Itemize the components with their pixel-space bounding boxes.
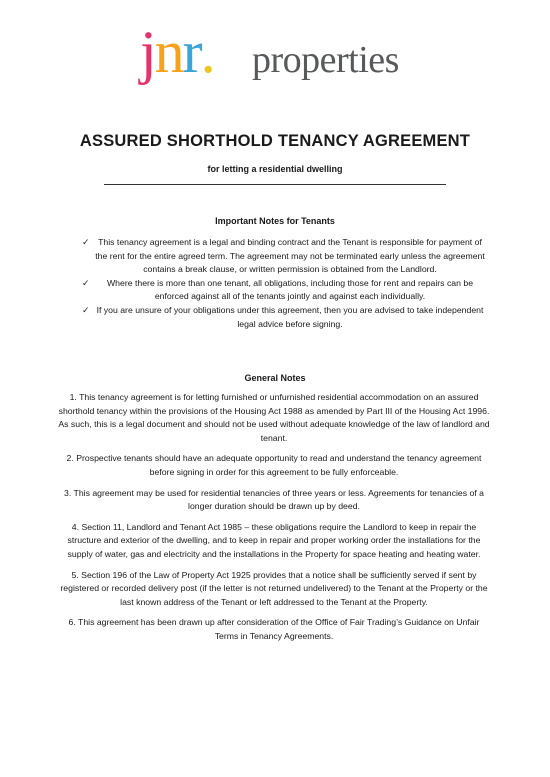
logo-mark: [140, 16, 214, 88]
general-note-4: 4. Section 11, Landlord and Tenant Act 1985 – these obligations require the Landlord to keep in repair the structure and exterior of the dwelling, and to keep in repair and proper working order the installations for the supply of water, gas and electricity and the installations in the Property for space heating and heating water.: [67, 521, 481, 559]
general-note-6: 6. This agreement has been drawn up after consideration of the Office of Fair Trading’s Guidance on Unfair Terms in Tenancy Agreements.: [68, 617, 480, 641]
document-title: ASSURED SHORTHOLD TENANCY AGREEMENT: [79, 132, 471, 150]
note-text: If you are unsure of your obligations under this agreement, then you are advised to take independent legal advice before signing.: [96, 304, 484, 329]
note-text: Where there is more than one tenant, all obligations, including those for rent and repairs can be enforced against all of the tenants jointly and against each individually.: [106, 277, 474, 302]
general-note-5: 5. Section 196 of the Law of Property Act 1925 provides that a notice shall be sufficiently served if sent by registered or recorded delivery post (if the letter is not returned undelivered) to the Tenant at the Property or the last known address of the Tenant or left addressed to the Tenant at the Property.: [60, 569, 488, 607]
logo-letter-n: n: [154, 19, 183, 85]
general-notes-heading: General Notes: [244, 373, 306, 383]
general-notes-list: [58, 391, 490, 651]
check-icon: ✓: [82, 304, 90, 315]
important-notes-list: [82, 236, 490, 331]
general-note-1: 1. This tenancy agreement is for letting furnished or unfurnished residential accommodation on an assured shorthold tenancy within the provisions of the Housing Act 1988 as amended by Part III of the Housing Act 1996. As such, this is a legal document and should not be used without adequate knowledge of the law of landlord and tenant.: [58, 392, 490, 443]
logo-letter-j: j: [140, 19, 155, 85]
list-item: [82, 236, 490, 277]
logo-letter-r: r: [182, 19, 201, 85]
important-notes-heading: Important Notes for Tenants: [215, 216, 335, 226]
note-text: This tenancy agreement is a legal and binding contract and the Tenant is responsible for payment of the rent for the entire agreed term. The agreement may not be terminated early unless the agreement contains a break clause, or written permission is obtained from the Landlord.: [95, 237, 485, 275]
list-item: [82, 277, 490, 304]
logo-wordmark: properties: [252, 39, 399, 81]
document-subtitle: for letting a residential dwelling: [207, 164, 343, 174]
title-divider: [104, 184, 446, 185]
check-icon: ✓: [82, 237, 90, 247]
general-note-3: 3. This agreement may be used for residential tenancies of three years or less. Agreements for tenancies of a longer duration should be drawn up by deed.: [64, 487, 484, 512]
logo-dot: .: [200, 19, 214, 85]
check-icon: ✓: [82, 277, 90, 288]
company-logo: [140, 16, 420, 88]
general-note-2: 2. Prospective tenants should have an adequate opportunity to read and understand the tenancy agreement before signing in order for this agreement to be fully enforceable.: [66, 453, 482, 477]
list-item: [82, 304, 490, 331]
